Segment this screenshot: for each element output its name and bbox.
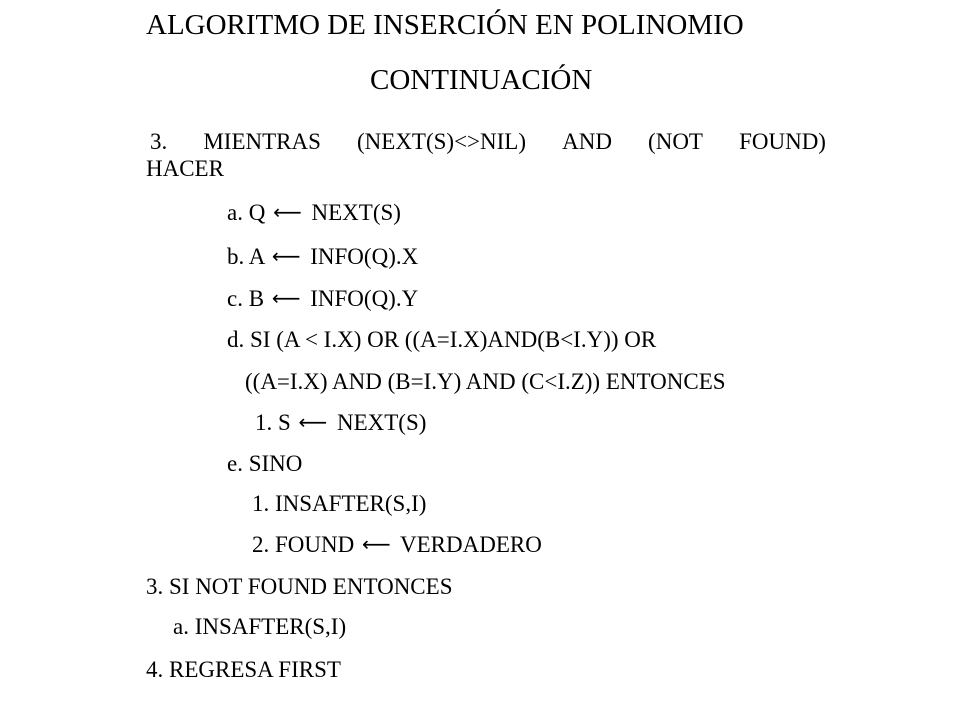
step-e-2 bbox=[252, 533, 542, 556]
step-while-word: MIENTRAS bbox=[203, 129, 321, 154]
left-arrow-icon: ⟵ bbox=[273, 200, 302, 224]
left-arrow-icon: ⟵ bbox=[298, 410, 328, 434]
step-a-lhs: a. Q bbox=[227, 200, 266, 225]
step-return: 4. REGRESA FIRST bbox=[146, 657, 341, 682]
step-e-2-lhs: 2. FOUND bbox=[252, 532, 355, 557]
step-b bbox=[227, 245, 418, 268]
step-d-condition-2: ((A=I.X) AND (B=I.Y) AND (C<I.Z)) ENTONCES bbox=[245, 369, 726, 394]
step-a bbox=[227, 201, 401, 224]
step-d-1 bbox=[255, 411, 426, 434]
step-while-word: AND bbox=[562, 129, 612, 154]
step-while-word: 3. bbox=[150, 129, 168, 154]
step-c bbox=[227, 287, 418, 310]
step-d-1-rhs: NEXT(S) bbox=[336, 410, 427, 435]
step-while-word: (NEXT(S)<>NIL) bbox=[357, 129, 527, 154]
step-d-condition-1: d. SI (A < I.X) OR ((A=I.X)AND(B<I.Y)) OR bbox=[227, 327, 657, 352]
slide-subtitle: CONTINUACIÓN bbox=[370, 64, 593, 96]
slide-title: ALGORITMO DE INSERCIÓN EN POLINOMIO bbox=[146, 9, 744, 41]
step-d-1-lhs: 1. S bbox=[255, 410, 291, 435]
step-e-1: 1. INSAFTER(S,I) bbox=[252, 491, 427, 516]
step-if-not-found-a: a. INSAFTER(S,I) bbox=[173, 614, 347, 639]
step-while-line bbox=[150, 130, 826, 153]
step-c-rhs: INFO(Q).Y bbox=[310, 286, 419, 311]
step-b-lhs: b. A bbox=[227, 244, 265, 269]
step-b-rhs: INFO(Q).X bbox=[310, 244, 419, 269]
left-arrow-icon: ⟵ bbox=[271, 244, 301, 268]
step-while-word: FOUND) bbox=[739, 129, 826, 154]
left-arrow-icon: ⟵ bbox=[271, 286, 301, 310]
step-e: e. SINO bbox=[227, 451, 303, 476]
left-arrow-icon: ⟵ bbox=[361, 532, 391, 556]
step-a-rhs: NEXT(S) bbox=[311, 200, 401, 225]
step-c-lhs: c. B bbox=[227, 286, 265, 311]
step-if-not-found: 3. SI NOT FOUND ENTONCES bbox=[146, 574, 453, 599]
step-while-continuation: HACER bbox=[146, 156, 224, 181]
step-while-word: (NOT bbox=[648, 129, 703, 154]
step-e-2-rhs: VERDADERO bbox=[400, 532, 542, 557]
